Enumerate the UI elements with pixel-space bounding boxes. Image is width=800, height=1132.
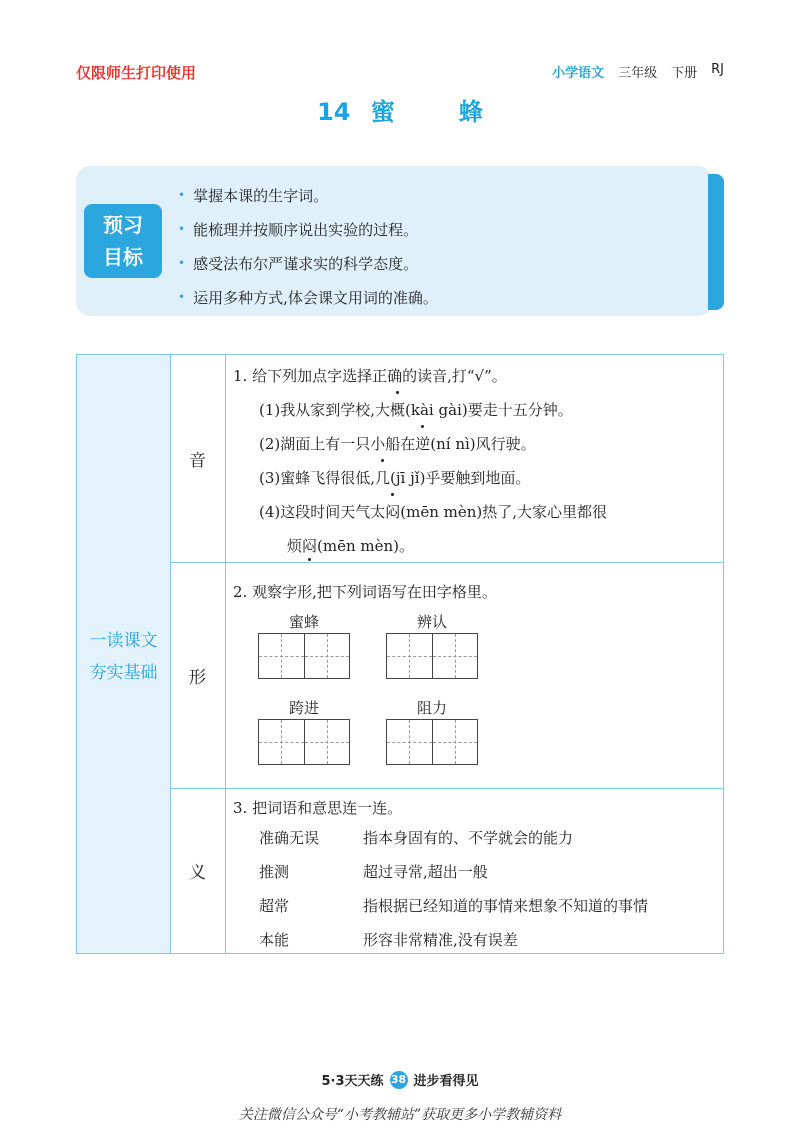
goal-list bbox=[178, 178, 438, 314]
edition-label: RJ bbox=[711, 62, 724, 77]
tian-grid[interactable] bbox=[258, 633, 350, 679]
word-label: 阻力 bbox=[416, 699, 447, 717]
exercise-table bbox=[76, 354, 724, 954]
lesson-title bbox=[0, 92, 800, 127]
section-label-line-1: 一读课文 bbox=[89, 631, 158, 651]
word-label: 跨进 bbox=[288, 699, 319, 717]
badge-line-2: 目标 bbox=[103, 245, 143, 269]
match-row bbox=[233, 923, 648, 957]
tian-grid[interactable] bbox=[386, 719, 478, 765]
lesson-title-char-2: 蜂 bbox=[458, 98, 483, 126]
bottom-note: 关注微信公众号“小考教辅站”获取更多小学教辅资料 bbox=[238, 1107, 562, 1123]
goal-item bbox=[178, 246, 438, 280]
question-1: 1. 给下列加点字选择正确的读音,打“√”。 bbox=[233, 367, 507, 385]
page-number: 38 bbox=[390, 1071, 408, 1089]
match-meaning[interactable]: 形容非常精准,没有误差 bbox=[363, 931, 518, 949]
bullet-icon: • bbox=[178, 256, 186, 270]
volume-label: 下册 bbox=[671, 66, 698, 81]
goal-text: 运用多种方式,体会课文用词的准确。 bbox=[193, 288, 438, 307]
tian-grid[interactable] bbox=[258, 719, 350, 765]
pronunciation-exercise bbox=[233, 359, 607, 563]
goal-item bbox=[178, 178, 438, 212]
match-row bbox=[233, 821, 648, 855]
lesson-number: 14 bbox=[317, 98, 351, 126]
tian-grid[interactable] bbox=[386, 633, 478, 679]
question-1-item-2: (2)湖面上有一只小船在逆(ní nì)风行驶。 bbox=[233, 427, 607, 461]
goal-text: 能梳理并按顺序说出实验的过程。 bbox=[193, 220, 419, 239]
form-label: 形 bbox=[170, 562, 226, 788]
footer-brand: 5·3天天练 bbox=[321, 1074, 384, 1089]
goal-text: 感受法布尔严谨求实的科学态度。 bbox=[193, 254, 419, 273]
print-restriction-label: 仅限师生打印使用 bbox=[76, 64, 197, 82]
word-label: 蜜蜂 bbox=[288, 613, 319, 631]
section-column bbox=[77, 355, 171, 953]
question-1-item-4-cont: 烦闷(mēn mèn)。 bbox=[233, 529, 607, 563]
question-2: 2. 观察字形,把下列词语写在田字格里。 bbox=[233, 583, 497, 601]
match-word[interactable]: 本能 bbox=[259, 931, 290, 949]
row-divider bbox=[170, 788, 723, 789]
match-word[interactable]: 准确无误 bbox=[259, 829, 320, 847]
grade-label: 三年级 bbox=[618, 66, 658, 81]
book-info bbox=[552, 62, 724, 81]
goal-item bbox=[178, 280, 438, 314]
section-label-line-2: 夯实基础 bbox=[89, 663, 158, 683]
preview-goals-tab bbox=[708, 174, 724, 310]
section-label bbox=[77, 625, 170, 689]
bullet-icon: • bbox=[178, 222, 186, 236]
page-footer bbox=[0, 1070, 800, 1089]
bullet-icon: • bbox=[178, 290, 186, 304]
match-meaning[interactable]: 超过寻常,超出一般 bbox=[363, 863, 488, 881]
match-meaning[interactable]: 指本身固有的、不学就会的能力 bbox=[363, 829, 574, 847]
question-1-item-1: (1)我从家到学校,大概(kài gài)要走十五分钟。 bbox=[233, 393, 607, 427]
match-row bbox=[233, 889, 648, 923]
bullet-icon: • bbox=[178, 188, 186, 202]
goal-item bbox=[178, 212, 438, 246]
lesson-title-char-1: 蜜 bbox=[370, 98, 395, 126]
match-word[interactable]: 推测 bbox=[259, 863, 290, 881]
match-word[interactable]: 超常 bbox=[259, 897, 290, 915]
question-1-item-4: (4)这段时间天气太闷(mēn mèn)热了,大家心里都很 bbox=[233, 495, 607, 529]
question-1-item-3: (3)蜜蜂飞得很低,几(jī jǐ)乎要触到地面。 bbox=[233, 461, 607, 495]
meaning-exercise bbox=[233, 791, 402, 825]
match-row bbox=[233, 855, 648, 889]
question-3: 3. 把词语和意思连一连。 bbox=[233, 799, 403, 817]
subject-label: 小学语文 bbox=[552, 66, 605, 81]
badge-line-1: 预习 bbox=[103, 213, 143, 237]
preview-goals-badge bbox=[84, 204, 162, 278]
form-exercise bbox=[233, 575, 497, 609]
footer-slogan: 进步看得见 bbox=[413, 1074, 479, 1089]
pronunciation-label: 音 bbox=[170, 355, 226, 562]
word-label: 辨认 bbox=[416, 613, 447, 631]
meaning-label: 义 bbox=[170, 788, 226, 953]
match-meaning[interactable]: 指根据已经知道的事情来想象不知道的事情 bbox=[363, 897, 649, 915]
goal-text: 掌握本课的生字词。 bbox=[193, 186, 329, 205]
matching-list bbox=[233, 821, 648, 957]
